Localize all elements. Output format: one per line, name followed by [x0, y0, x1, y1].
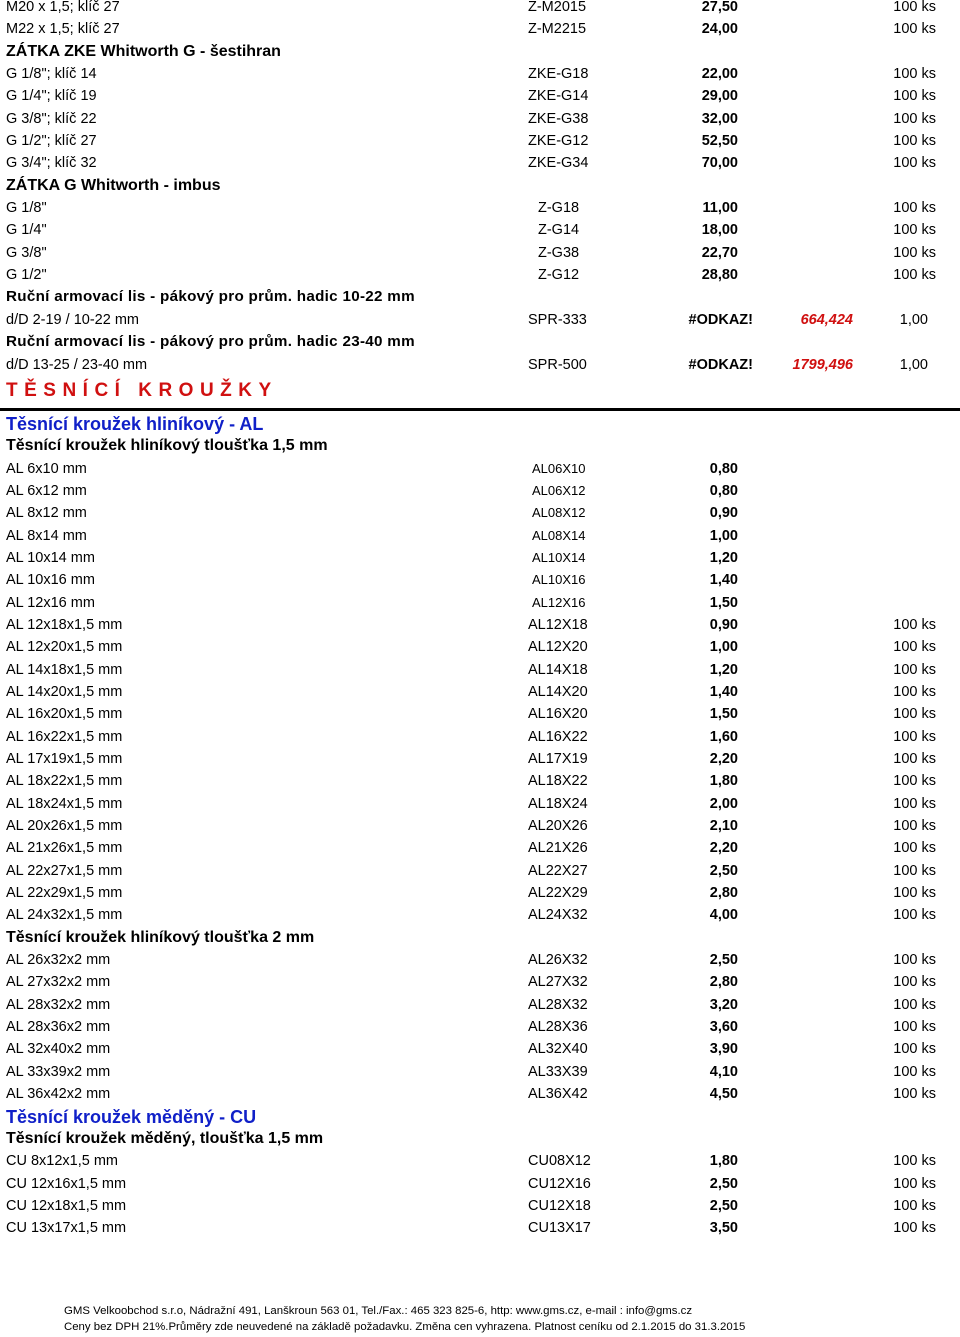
item-code: ZKE-G12 — [528, 133, 589, 150]
item-name: AL 21x26x1,5 mm — [6, 840, 123, 857]
group-title: ZÁTKA G Whitworth - imbus — [6, 176, 221, 194]
item-price: 11,00 — [702, 200, 738, 217]
footer-note: Ceny bez DPH 21%.Průměry zde neuvedené na základě požadavku. Změna cen vyhrazena. Platnost ceníku od 2.1.2015 do 31.3.2015 — [64, 1321, 746, 1333]
table-row — [0, 1038, 960, 1060]
item-code: AL16X22 — [528, 728, 588, 745]
item-price: 2,00 — [709, 795, 738, 812]
table-row — [0, 793, 960, 815]
item-code: AL12X18 — [528, 616, 588, 633]
item-price: 3,50 — [709, 1220, 738, 1237]
item-price: 22,00 — [701, 66, 738, 83]
group-heading — [0, 927, 960, 949]
item-value: 1799,496 — [792, 356, 853, 373]
item-unit: 100 ks — [893, 706, 936, 723]
item-code: SPR-500 — [528, 356, 587, 373]
item-code: Z-G12 — [538, 267, 580, 284]
item-code: AL08X14 — [532, 527, 586, 543]
item-code: AL10X16 — [532, 572, 586, 588]
item-unit: 100 ks — [893, 1153, 936, 1170]
item-code: AL18X24 — [528, 795, 588, 812]
item-name: AL 8x12 mm — [6, 505, 87, 522]
item-code: AL17X19 — [528, 751, 588, 767]
item-name: AL 22x29x1,5 mm — [6, 885, 123, 902]
table-row — [0, 525, 960, 547]
item-price: 4,50 — [709, 1086, 738, 1103]
item-unit: 100 ks — [893, 974, 936, 991]
item-price: 1,40 — [709, 683, 738, 700]
table-row — [0, 219, 960, 241]
item-code: Z-G14 — [538, 222, 580, 239]
item-price: 1,60 — [709, 728, 738, 745]
table-row — [0, 636, 960, 658]
item-code: AL12X20 — [528, 639, 588, 656]
item-code: ZKE-G14 — [528, 88, 589, 105]
item-code: CU08X12 — [528, 1153, 591, 1170]
item-unit: 100 ks — [893, 996, 936, 1013]
item-name: G 3/8" — [6, 244, 47, 261]
item-price: 52,50 — [701, 133, 738, 150]
item-price: 4,00 — [709, 907, 738, 924]
item-code: AL22X27 — [528, 862, 588, 879]
item-name: G 1/8"; klíč 14 — [6, 66, 97, 83]
item-value: 664,424 — [800, 311, 853, 328]
item-code: AL20X26 — [528, 818, 588, 835]
group-title: Těsnící kroužek měděný, tloušťka 1,5 mm — [6, 1129, 324, 1147]
table-row — [0, 994, 960, 1016]
item-code: AL06X10 — [532, 460, 586, 476]
item-price: 32,00 — [701, 110, 738, 127]
item-price: 1,80 — [709, 773, 738, 790]
item-price: 2,50 — [709, 1175, 738, 1192]
item-code: Z-M2215 — [528, 21, 587, 38]
table-row — [0, 614, 960, 636]
item-name: AL 14x18x1,5 mm — [6, 661, 123, 678]
section-title: TĚSNÍCÍ KROUŽKY — [6, 379, 278, 401]
item-unit: 100 ks — [893, 728, 936, 745]
item-code: AL18X22 — [528, 773, 588, 790]
table-row — [0, 860, 960, 882]
item-code: AL24X32 — [528, 907, 588, 924]
group-heading — [0, 1128, 960, 1150]
item-name: AL 33x39x2 mm — [6, 1063, 111, 1080]
item-price: 2,80 — [709, 885, 738, 902]
item-price: 3,20 — [709, 996, 738, 1013]
item-code: AL26X32 — [528, 952, 588, 969]
item-unit: 100 ks — [893, 795, 936, 812]
item-code: ZKE-G38 — [528, 110, 589, 127]
item-unit: 100 ks — [893, 88, 936, 105]
item-code: Z-G38 — [538, 244, 580, 261]
item-code: AL27X32 — [528, 974, 588, 991]
item-price: 0,80 — [709, 460, 738, 477]
table-row — [0, 0, 960, 18]
item-unit: 100 ks — [893, 616, 936, 633]
item-name: CU 13x17x1,5 mm — [6, 1220, 127, 1237]
item-code: AL21X26 — [528, 840, 588, 857]
item-unit: 100 ks — [893, 862, 936, 879]
item-unit: 100 ks — [893, 907, 936, 924]
item-unit: 100 ks — [893, 1086, 936, 1103]
table-row — [0, 1195, 960, 1217]
item-name: AL 28x36x2 mm — [6, 1019, 111, 1036]
item-code: AL10X14 — [532, 549, 586, 565]
category-title: Těsnící kroužek hliníkový - AL — [6, 413, 264, 434]
item-name: G 1/8" — [6, 200, 47, 217]
group-title: Těsnící kroužek hliníkový tloušťka 1,5 mm — [6, 437, 328, 455]
item-name: AL 10x16 mm — [6, 572, 95, 589]
item-name: G 1/2" — [6, 267, 47, 284]
item-unit: 100 ks — [893, 222, 936, 239]
table-row — [0, 882, 960, 904]
item-name: AL 26x32x2 mm — [6, 952, 111, 969]
group-title: ZÁTKA ZKE Whitworth G - šestihran — [6, 42, 281, 60]
table-row — [0, 108, 960, 130]
table-row — [0, 547, 960, 569]
table-row — [0, 569, 960, 591]
item-price: 0,90 — [709, 616, 738, 633]
item-price: 2,20 — [709, 751, 738, 767]
item-name: AL 12x18x1,5 mm — [6, 616, 123, 633]
item-code: AL06X12 — [532, 482, 586, 498]
item-name: AL 6x10 mm — [6, 460, 87, 477]
group-heading — [0, 175, 960, 197]
table-row — [0, 904, 960, 926]
item-price: 2,20 — [709, 840, 738, 857]
ref-error: #ODKAZ! — [688, 356, 753, 373]
item-price: 0,80 — [709, 482, 738, 499]
item-name: M22 x 1,5; klíč 27 — [6, 21, 120, 38]
group-heading — [0, 41, 960, 63]
item-price: 2,10 — [709, 818, 738, 835]
table-row — [0, 18, 960, 40]
item-unit: 100 ks — [893, 0, 936, 15]
item-price: 1,80 — [709, 1153, 738, 1170]
item-unit: 100 ks — [893, 66, 936, 83]
table-row — [0, 458, 960, 480]
item-price: 27,50 — [701, 0, 738, 15]
table-row — [0, 949, 960, 971]
table-row — [0, 592, 960, 614]
item-unit: 100 ks — [893, 683, 936, 700]
table-row — [0, 1083, 960, 1105]
item-code: AL16X20 — [528, 706, 588, 723]
item-name: d/D 13-25 / 23-40 mm — [6, 356, 148, 373]
item-price: 3,90 — [709, 1041, 738, 1058]
item-name: G 1/4"; klíč 19 — [6, 88, 97, 105]
item-unit: 100 ks — [893, 952, 936, 969]
item-unit: 100 ks — [893, 1175, 936, 1192]
item-code: Z-G18 — [538, 200, 580, 217]
item-unit: 100 ks — [893, 200, 936, 217]
item-price: 2,80 — [709, 974, 738, 991]
item-unit: 100 ks — [893, 1220, 936, 1237]
item-name: AL 14x20x1,5 mm — [6, 683, 123, 700]
section-heading — [0, 376, 960, 411]
item-price: 18,00 — [701, 222, 738, 239]
item-price: 0,90 — [709, 505, 738, 522]
item-unit: 100 ks — [893, 1019, 936, 1036]
item-price: 1,20 — [709, 661, 738, 678]
category-heading — [0, 413, 960, 435]
item-unit: 100 ks — [893, 1197, 936, 1214]
table-row — [0, 264, 960, 286]
item-price: 29,00 — [701, 88, 738, 105]
table-row — [0, 681, 960, 703]
item-name: d/D 2-19 / 10-22 mm — [6, 311, 139, 328]
table-row — [0, 1217, 960, 1239]
item-unit: 100 ks — [893, 1041, 936, 1058]
item-price: 1,40 — [709, 572, 738, 589]
item-name: CU 8x12x1,5 mm — [6, 1153, 119, 1170]
item-name: G 1/2"; klíč 27 — [6, 133, 97, 150]
table-row — [0, 726, 960, 748]
item-price: 2,50 — [709, 862, 738, 879]
category-title: Těsnící kroužek měděný - CU — [6, 1106, 257, 1127]
item-price: 22,70 — [701, 244, 738, 261]
table-row — [0, 1061, 960, 1083]
table-row — [0, 971, 960, 993]
item-name: M20 x 1,5; klíč 27 — [6, 0, 120, 15]
item-code: AL08X12 — [532, 505, 586, 521]
item-name: AL 16x20x1,5 mm — [6, 706, 123, 723]
page-footer — [64, 1303, 944, 1335]
group-title: Těsnící kroužek hliníkový tloušťka 2 mm — [6, 928, 315, 946]
item-unit: 100 ks — [893, 21, 936, 38]
item-name: AL 12x16 mm — [6, 594, 95, 611]
item-price: 70,00 — [701, 155, 738, 172]
item-code: AL14X18 — [528, 661, 588, 678]
item-name: AL 27x32x2 mm — [6, 974, 111, 991]
item-qty: 1,00 — [899, 311, 928, 328]
item-name: AL 10x14 mm — [6, 549, 95, 566]
table-row — [0, 502, 960, 524]
item-unit: 100 ks — [893, 751, 936, 767]
item-code: AL33X39 — [528, 1063, 588, 1080]
item-unit: 100 ks — [893, 155, 936, 172]
item-name: AL 8x14 mm — [6, 527, 87, 544]
table-row — [0, 837, 960, 859]
group-title: Ruční armovací lis - pákový pro prům. hadic 10-22 mm — [6, 288, 415, 306]
item-name: G 3/4"; klíč 32 — [6, 155, 97, 172]
item-name: AL 24x32x1,5 mm — [6, 907, 123, 924]
item-name: CU 12x18x1,5 mm — [6, 1197, 127, 1214]
item-code: ZKE-G34 — [528, 155, 589, 172]
item-code: ZKE-G18 — [528, 66, 589, 83]
table-row — [0, 770, 960, 792]
item-price: 2,50 — [709, 1197, 738, 1214]
group-title: Ruční armovací lis - pákový pro prům. hadic 23-40 mm — [6, 333, 415, 351]
item-price: 1,00 — [709, 527, 738, 544]
item-price: 1,50 — [709, 594, 738, 611]
item-name: AL 18x24x1,5 mm — [6, 795, 123, 812]
table-row — [0, 309, 960, 331]
table-row — [0, 197, 960, 219]
category-heading — [0, 1106, 960, 1128]
item-price: 1,20 — [709, 549, 738, 566]
item-price: 2,50 — [709, 952, 738, 969]
item-code: CU12X18 — [528, 1197, 591, 1214]
item-price: 1,00 — [709, 639, 738, 656]
item-name: AL 22x27x1,5 mm — [6, 862, 123, 879]
item-code: Z-M2015 — [528, 0, 587, 15]
table-row — [0, 130, 960, 152]
item-unit: 100 ks — [893, 885, 936, 902]
group-heading — [0, 331, 960, 353]
item-name: AL 36x42x2 mm — [6, 1086, 111, 1103]
table-row — [0, 1150, 960, 1172]
item-unit: 100 ks — [893, 639, 936, 656]
item-name: AL 6x12 mm — [6, 482, 87, 499]
item-name: AL 16x22x1,5 mm — [6, 728, 123, 745]
item-code: CU12X16 — [528, 1175, 591, 1192]
item-price: 4,10 — [709, 1063, 738, 1080]
table-row — [0, 85, 960, 107]
item-code: AL12X16 — [532, 594, 586, 610]
item-price: 1,50 — [709, 706, 738, 723]
item-code: AL14X20 — [528, 683, 588, 700]
footer-contact: GMS Velkoobchod s.r.o, Nádražní 491, Lanškroun 563 01, Tel./Fax.: 465 323 825-6, http: www.gms.cz, e-mail : info@gms.cz — [64, 1305, 693, 1317]
item-unit: 100 ks — [893, 818, 936, 835]
item-code: AL28X32 — [528, 996, 588, 1013]
item-code: AL22X29 — [528, 885, 588, 902]
item-code: SPR-333 — [528, 311, 587, 328]
item-unit: 100 ks — [893, 840, 936, 857]
item-name: G 3/8"; klíč 22 — [6, 110, 97, 127]
item-name: AL 17x19x1,5 mm — [6, 751, 123, 767]
table-row — [0, 63, 960, 85]
item-price: 24,00 — [701, 21, 738, 38]
item-name: AL 20x26x1,5 mm — [6, 818, 123, 835]
table-row — [0, 480, 960, 502]
table-row — [0, 748, 960, 770]
item-unit: 100 ks — [893, 661, 936, 678]
table-row — [0, 659, 960, 681]
item-code: AL32X40 — [528, 1041, 588, 1058]
ref-error: #ODKAZ! — [688, 311, 753, 328]
item-price: 3,60 — [709, 1019, 738, 1036]
table-row — [0, 242, 960, 264]
table-row — [0, 815, 960, 837]
group-heading — [0, 435, 960, 457]
item-name: AL 32x40x2 mm — [6, 1041, 111, 1058]
item-code: CU13X17 — [528, 1220, 591, 1237]
item-unit: 100 ks — [893, 110, 936, 127]
item-unit: 100 ks — [893, 133, 936, 150]
table-row — [0, 703, 960, 725]
table-row — [0, 1016, 960, 1038]
item-price: 28,80 — [701, 267, 738, 284]
item-name: AL 28x32x2 mm — [6, 996, 111, 1013]
item-name: CU 12x16x1,5 mm — [6, 1175, 127, 1192]
item-unit: 100 ks — [893, 773, 936, 790]
item-unit: 100 ks — [893, 1063, 936, 1080]
item-name: G 1/4" — [6, 222, 47, 239]
table-row — [0, 1173, 960, 1195]
item-name: AL 12x20x1,5 mm — [6, 639, 123, 656]
table-row — [0, 354, 960, 376]
item-unit: 100 ks — [893, 267, 936, 284]
table-row — [0, 152, 960, 174]
item-name: AL 18x22x1,5 mm — [6, 773, 123, 790]
item-unit: 100 ks — [893, 244, 936, 261]
group-heading — [0, 286, 960, 308]
item-code: AL36X42 — [528, 1086, 588, 1103]
item-code: AL28X36 — [528, 1019, 588, 1036]
item-qty: 1,00 — [899, 356, 928, 373]
